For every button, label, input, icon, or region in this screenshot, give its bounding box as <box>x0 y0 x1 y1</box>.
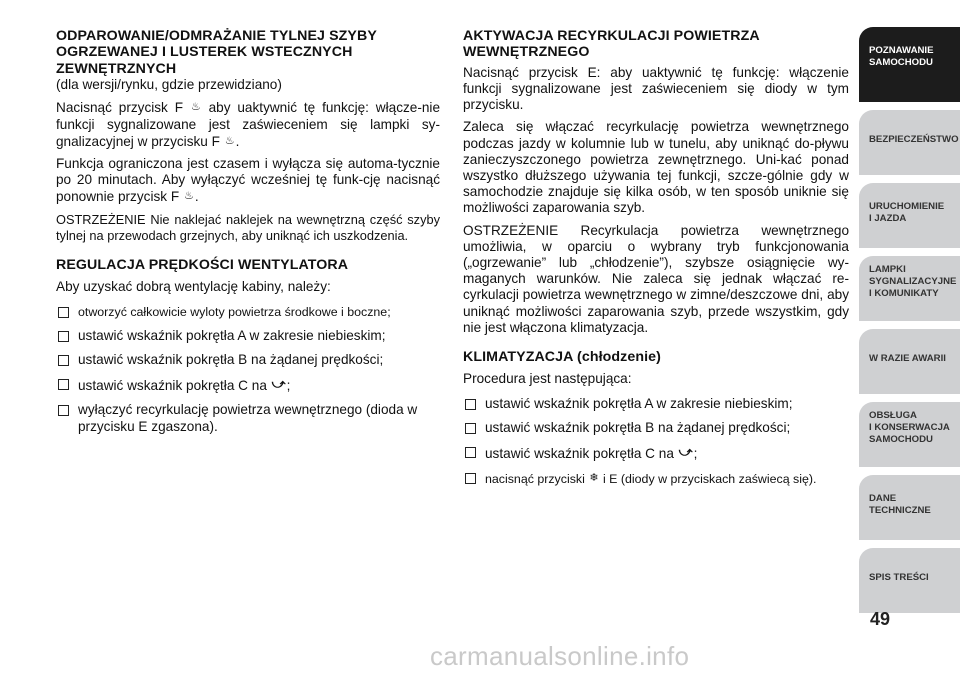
tab-label: SAMOCHODU <box>869 57 933 69</box>
list-item <box>463 444 849 462</box>
paragraph: Aby uzyskać dobrą wentylację kabiny, należy: <box>56 279 331 295</box>
text: ; <box>693 446 698 462</box>
tab-label: W RAZIE AWARII <box>869 353 946 364</box>
tab-lampki-sygnalizacyjne[interactable] <box>859 256 960 321</box>
section-title-fan-speed: REGULACJA PRĘDKOŚCI WENTYLATORA <box>56 257 349 274</box>
list-item <box>463 396 849 412</box>
text: . <box>235 133 240 149</box>
section-title-recirculation: AKTYWACJA RECYRKULACJI POWIETRZA WEWNĘTRZNEGO <box>463 28 760 61</box>
text: nacisnąć przyciski <box>485 472 585 487</box>
warning-paragraph: OSTRZEŻENIE Recyrkulacja powietrza wewnętrznego umożliwia, w oparciu o wybrany tryb funkcjonowania („ogrzewanie” lub „chłodzenie”), szybsze osiągnięcie wy-maganych warunków. Nie zaleca się jednak włączać re-cyrkulacji powietrza wewnętrznego w zimne/deszczowe dni, aby uniknąć możliwości zaparowania szyb, przede wszystkim, gdy nie jest włączona klimatyzacja. <box>463 222 849 335</box>
text: ustawić wskaźnik pokrętła B na żądanej prędkości; <box>78 352 384 368</box>
section-subtitle: (dla wersji/rynku, gdzie przewidziano) <box>56 77 282 93</box>
checkbox-bullet-icon <box>465 423 476 434</box>
text: otworzyć całkowicie wyloty powietrza środkowe i boczne; <box>78 304 391 319</box>
page-number: 49 <box>870 609 891 629</box>
paragraph: Zaleca się włączać recyrkulację powietrza wewnętrznego podczas jazdy w kolumnie lub w tunelu, aby uniknąć do-pływu zanieczyszczonego powietrza zewnętrznego. Uni-kać ponad wszystko dłuższego używania tej funkcji, szcze-gólnie gdy w samochodzie znajduje się kilka osób, w ten sposób uniknie się możliwości zaparowania szyb. <box>463 119 849 216</box>
air-distribution-icon: ⤻ <box>678 444 693 460</box>
tab-label: POZNAWANIE <box>869 45 934 56</box>
list-item <box>56 328 440 344</box>
checkbox-bullet-icon <box>58 405 69 416</box>
text: . <box>194 189 199 205</box>
air-distribution-icon: ⤻ <box>271 376 286 392</box>
tab-label: SPIS TREŚCI <box>869 572 929 583</box>
tab-bezpieczenstwo[interactable] <box>859 110 960 175</box>
tab-label: LAMPKI <box>869 264 906 275</box>
watermark: carmanualsonline.info <box>430 641 690 671</box>
checkbox-bullet-icon <box>58 379 69 390</box>
tab-uruchomienie-i-jazda[interactable] <box>859 183 960 248</box>
tab-label: TECHNICZNE <box>869 505 931 517</box>
warning-paragraph: OSTRZEŻENIE Nie naklejać naklejek na wewnętrzną część szyby tylnej na przewodach grzejnych, aby uniknąć ich uszkodzenia. <box>56 211 440 243</box>
text: ustawić wskaźnik pokrętła A w zakresie niebieskim; <box>485 395 793 411</box>
right-column <box>463 28 849 495</box>
section-title-air-conditioning: KLIMATYZACJA (chłodzenie) <box>463 349 661 366</box>
checkbox-bullet-icon <box>58 307 69 318</box>
tab-label: SYGNALIZACYJNE <box>869 276 957 288</box>
chapter-tabs <box>859 27 960 621</box>
tab-label: I JAZDA <box>869 213 907 225</box>
bullet-list <box>56 304 440 435</box>
checkbox-bullet-icon <box>58 355 69 366</box>
tab-obsluga-i-konserwacja[interactable] <box>859 402 960 467</box>
list-item <box>463 420 849 436</box>
list-item <box>56 376 440 394</box>
paragraph <box>56 156 440 206</box>
paragraph: Procedura jest następująca: <box>463 371 632 387</box>
tab-w-razie-awarii[interactable] <box>859 329 960 394</box>
tab-label: BEZPIECZEŃSTWO <box>869 134 959 145</box>
rear-window-defrost-icon: ♨ <box>224 134 235 147</box>
tab-poznawanie-samochodu[interactable] <box>859 27 960 102</box>
checkbox-bullet-icon <box>58 331 69 342</box>
text: ustawić wskaźnik pokrętła A w zakresie niebieskim; <box>78 327 386 343</box>
text: Funkcja ograniczona jest czasem i wyłącza się automa-tycznie po 20 minutach. Aby wyłączyć wcześniej tę funk-cję nacisnąć ponownie przycisk F <box>56 156 440 205</box>
paragraph <box>56 99 440 150</box>
text: ustawić wskaźnik pokrętła C na <box>78 378 267 394</box>
text: ustawić wskaźnik pokrętła C na <box>485 446 674 462</box>
list-item <box>56 352 440 368</box>
rear-window-defrost-icon: ♨ <box>183 190 194 203</box>
tab-label: URUCHOMIENIE <box>869 201 945 212</box>
tab-label: I KONSERWACJA <box>869 422 950 434</box>
text: ustawić wskaźnik pokrętła B na żądanej prędkości; <box>485 419 791 435</box>
rear-window-defrost-icon: ♨ <box>190 101 201 114</box>
tab-label: OBSŁUGA <box>869 410 917 421</box>
tab-label: DANE <box>869 493 897 504</box>
snowflake-icon: ❄ <box>589 472 599 485</box>
checkbox-bullet-icon <box>465 447 476 458</box>
section-title-rear-defrost: ODPAROWANIE/ODMRAŻANIE TYLNEJ SZYBY OGRZEWANEJ I LUSTEREK WSTECZNYCH ZEWNĘTRZNYCH <box>56 28 377 77</box>
list-item <box>56 402 440 434</box>
text: ; <box>286 378 291 394</box>
tab-dane-techniczne[interactable] <box>859 475 960 540</box>
tab-label: I KOMUNIKATY <box>869 288 939 300</box>
checkbox-bullet-icon <box>465 399 476 410</box>
checkbox-bullet-icon <box>465 473 476 484</box>
tab-spis-tresci[interactable] <box>859 548 960 613</box>
text: aby uaktywnić tę funkcję: włącze-nie funkcji sygnalizowane jest zaświeceniem się lampki sy-gnalizacyjnej w przycisku F <box>56 100 441 149</box>
left-column <box>56 28 440 443</box>
text: i E (diody w przyciskach zaświecą się). <box>602 472 817 487</box>
text: wyłączyć recyrkulację powietrza wewnętrznego (dioda w przycisku E zgaszona). <box>78 402 418 434</box>
paragraph: Nacisnąć przycisk E: aby uaktywnić tę funkcję: włączenie funkcji sygnalizowane jest zaświeceniem się diody w tym przycisku. <box>463 64 849 113</box>
list-item <box>463 470 849 487</box>
list-item <box>56 304 440 320</box>
bullet-list <box>463 396 849 488</box>
tab-label: SAMOCHODU <box>869 434 933 446</box>
text: Nacisnąć przycisk F <box>56 100 184 116</box>
